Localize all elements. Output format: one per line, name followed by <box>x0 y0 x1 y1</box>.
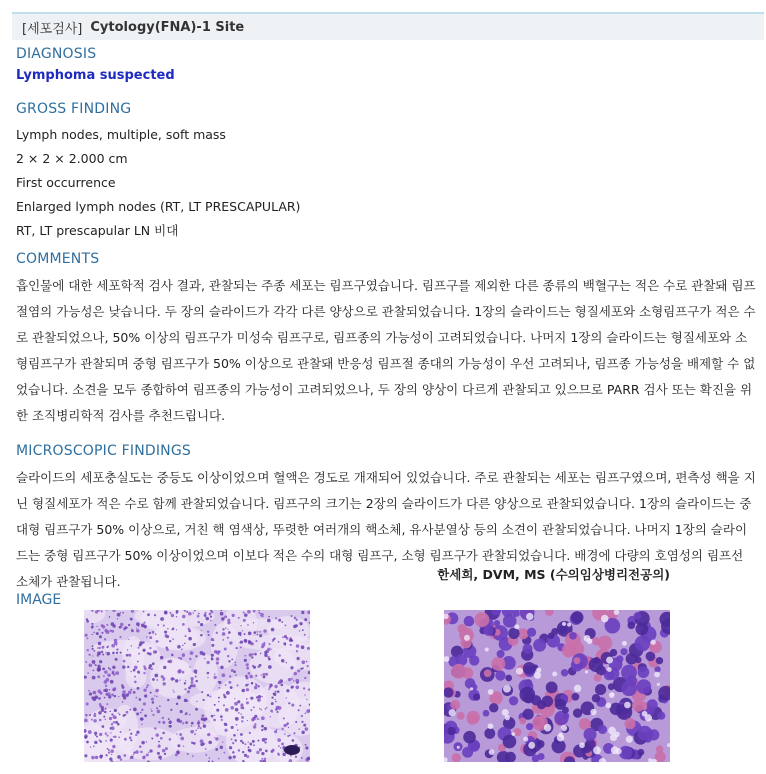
image-heading: IMAGE <box>16 592 62 608</box>
report-header <box>12 12 764 40</box>
report-content <box>16 46 756 601</box>
microscopic-heading: MICROSCOPIC FINDINGS <box>16 443 191 459</box>
comments-text: 흡인물에 대한 세포학적 검사 결과, 관찰되는 주종 세포는 림프구였습니다. 림프구를 제외한 다른 종류의 백혈구는 적은 수로 관찰돼 림프절염의 가능성은 낮습니다. 두 장의 슬라이드가 각각 다른 양상으로 관찰되었습니다. 1장의 슬라이드는 형질세포와 소형림프구가 적은 수로 관찰되었으나, 50% 이상의 림프구가 미성숙 림프구로, 림프종의 가능성이 고려되었습니다. 나머지 1장의 슬라이드는 형질세포와 소형림프구가 관찰되며 중형 림프구가 50% 이상으로 관찰돼 반응성 림프절 종대의 가능성이 우선 고려되나, 림프종 가능성을 배제할 수 없었습니다. 소견을 모두 종합하여 림프종의 가능성이 고려되었으나, 두 장의 양상이 다르게 관찰되고 있으므로 PARR 검사 또는 확진을 위한 조직병리학적 검사를 추천드립니다. <box>16 278 756 423</box>
gross-line: 2 × 2 × 2.000 cm <box>16 151 128 166</box>
cytology-image-high-mag[interactable] <box>444 610 670 762</box>
gross-line: RT, LT prescapular LN 비대 <box>16 223 179 238</box>
gross-line: First occurrence <box>16 175 116 190</box>
diagnosis-heading: DIAGNOSIS <box>16 46 97 62</box>
gross-line: Lymph nodes, multiple, soft mass <box>16 127 226 142</box>
pathologist-signature: 한세희, DVM, MS (수의임상병리전공의) <box>437 567 670 582</box>
gross-line: Enlarged lymph nodes (RT, LT PRESCAPULAR) <box>16 199 301 214</box>
microscopic-text: 슬라이드의 세포충실도는 중등도 이상이었으며 혈액은 경도로 개재되어 있었습니다. 주로 관찰되는 세포는 림프구였으며, 편측성 핵을 지닌 형질세포가 적은 수로 함께 관찰되었습니다. 림프구의 크기는 2장의 슬라이드가 다른 양상으로 관찰되었습니다. 1장의 슬라이드는 중대형 림프구가 50% 이상으로, 거친 핵 염색상, 뚜렷한 여러개의 핵소체, 유사분열상 등의 소견이 관찰되었습니다. 나머지 1장의 슬라이드는 중형 림프구가 50% 이상이었으며 이보다 적은 수의 대형 림프구, 소형 림프구가 관찰되었습니다. 배경에 다량의 호염성의 림프선 소체가 관찰됩니다. <box>16 470 756 589</box>
comments-heading: COMMENTS <box>16 251 100 267</box>
exam-type-tag: [세포검사] <box>22 21 83 37</box>
gross-heading: GROSS FINDING <box>16 101 132 117</box>
exam-title: Cytology(FNA)-1 Site <box>90 19 245 35</box>
cytology-image-low-mag[interactable] <box>84 610 310 762</box>
diagnosis-value: Lymphoma suspected <box>16 68 175 83</box>
